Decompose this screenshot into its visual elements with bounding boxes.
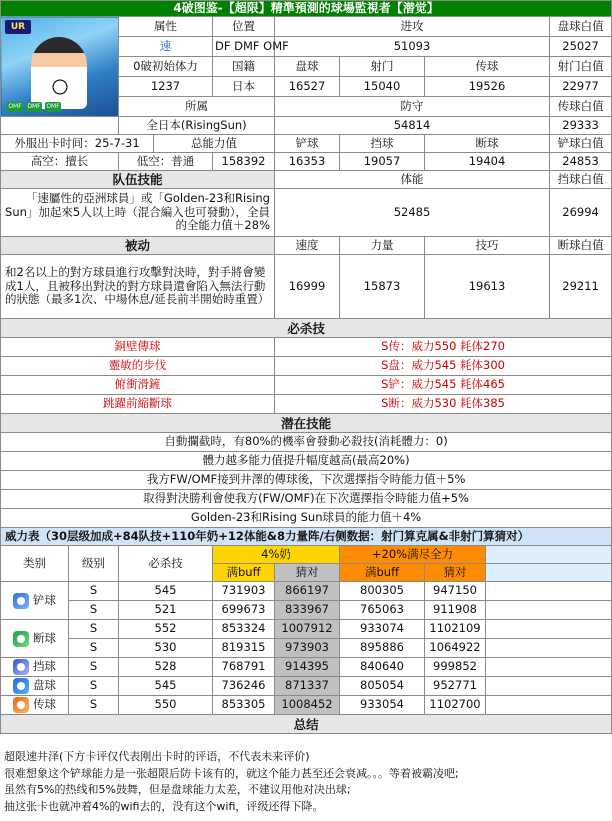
attr-value: 速 [119,37,213,57]
special-move-name: 銅壁傳球 [1,338,275,357]
pass-label: 传球 [425,57,550,77]
empty-cell [486,639,612,658]
total-label: 总能力值 [154,135,275,153]
group-header-milk: 4%奶 [213,546,340,564]
category-label: 铲球 [33,592,56,607]
value-cell: 871337 [275,677,340,696]
empty-cell [486,620,612,639]
tackle-label: 铲球 [275,135,340,153]
dribble-label: 盘球 [275,57,340,77]
empty-cell [486,696,612,715]
value-cell: 805054 [340,677,425,696]
value-cell: 736246 [213,677,275,696]
speed-label: 速度 [275,237,340,255]
category-label: 断球 [33,630,56,645]
level-header: 级别 [69,546,119,582]
full-buff-header: 满buff [213,564,275,582]
summary-line: 超限速井泽(下方卡评仅代表刚出卡时的评语，不代表未来评价) [4,750,310,763]
special-move-name: 俯衝滑鏟 [1,376,275,395]
team-value: 全日本(RisingSun) [119,117,275,135]
pos-value: DF DMF OMF [213,37,275,57]
value-cell: 819315 [213,639,275,658]
value-cell: 1102109 [425,620,486,639]
tackle-value: 16353 [275,153,340,171]
block-icon [13,659,29,675]
defense-label: 防守 [275,97,550,117]
position-badge: OMF [46,103,60,110]
dribble-white-value: 25027 [550,37,612,57]
value-cell: 866197 [275,582,340,601]
team-label: 所属 [119,97,275,117]
category-label: 传球 [33,697,56,712]
category-cell [1,658,69,677]
character-card-image [1,17,119,117]
value-cell: 933054 [340,696,425,715]
move-power-cell: 552 [119,620,213,639]
guess-header: 猜对 [425,564,486,582]
value-cell: 895886 [340,639,425,658]
release-date: 外服出卡时间：25-7-31 [1,135,154,153]
move-power-cell: 550 [119,696,213,715]
pass-icon [13,697,29,713]
latent-skill: Golden-23和Rising Sun球員的能力值＋4% [1,509,612,528]
high-air: 高空：擅长 [1,153,119,171]
stamina-value: 1237 [119,77,213,97]
value-cell: 911908 [425,601,486,620]
block-label: 挡球 [340,135,425,153]
latent-skill: 我方FW/OMF接到井澤的傳球後，下次選擇指令時能力值＋5% [1,471,612,490]
intercept-white-value: 29211 [550,255,612,319]
defense-value: 54814 [275,117,550,135]
move-header: 必杀技 [119,546,213,582]
block-white-label: 挡球白值 [550,171,612,189]
level-cell: S [69,658,119,677]
dribble-value: 16527 [275,77,340,97]
nation-value: 日本 [213,77,275,97]
tech-value: 19613 [425,255,550,319]
category-header: 类别 [1,546,69,582]
empty-cell [486,601,612,620]
value-cell: 1102700 [425,696,486,715]
intercept-icon [13,631,29,647]
stamina2-value: 52485 [275,189,550,237]
team-skill-text: 「速屬性的亞洲球員」或「Golden-23和Rising Sun」加起來5人以上時（混合編入也可發動），全員的全能力值＋28% [1,189,275,237]
value-cell: 699673 [213,601,275,620]
attack-label: 进攻 [275,17,550,37]
level-cell: S [69,677,119,696]
category-cell [1,620,69,658]
value-cell: 973903 [275,639,340,658]
value-cell: 1064922 [425,639,486,658]
move-power-cell: 545 [119,677,213,696]
attr-label: 属性 [119,17,213,37]
value-cell: 731903 [213,582,275,601]
tackle-white-label: 铲球白值 [550,135,612,153]
value-cell: 840640 [340,658,425,677]
tackle-icon [13,593,29,609]
ball-icon [49,76,71,98]
shoot-white-label: 射门白值 [550,57,612,77]
tech-label: 技巧 [425,237,550,255]
speed-value: 16999 [275,255,340,319]
full-buff-header: 满buff [340,564,425,582]
level-cell: S [69,601,119,620]
special-move-name: 跳躍前縮斷球 [1,395,275,414]
rarity-badge: UR [5,20,31,34]
nation-label: 国籍 [213,57,275,77]
special-move-name: 靈敏的步伐 [1,357,275,376]
team-skill-label: 队伍技能 [1,171,275,189]
guess-header: 猜对 [275,564,340,582]
level-cell: S [69,620,119,639]
category-label: 盘球 [33,678,56,693]
move-power-cell: 528 [119,658,213,677]
tackle-white-value: 24853 [550,153,612,171]
power-table-title: 威力表（30层级加成+84队技+110年奶+12体能&8力量阵/右侧数据：射门算克属&非射门算猜对） [1,528,612,546]
low-air: 低空：普通 [119,153,213,171]
shoot-white-value: 22977 [550,77,612,97]
summary-line: 虽然有5%的热线和5%鼓舞，但是盘球能力太差，不建议用他对决出球; [4,783,351,796]
special-move-detail: S铲：威力545 耗体465 [275,376,612,395]
value-cell: 853324 [213,620,275,639]
dribble-icon [13,678,29,694]
value-cell: 800305 [340,582,425,601]
move-power-cell: 521 [119,601,213,620]
value-cell: 853305 [213,696,275,715]
value-cell: 933074 [340,620,425,639]
pass-value: 19526 [425,77,550,97]
value-cell: 952771 [425,677,486,696]
category-cell [1,677,69,696]
intercept-value: 19404 [425,153,550,171]
block-white-value: 26994 [550,189,612,237]
special-move-detail: S传：威力550 耗体270 [275,338,612,357]
pos-label: 位置 [213,17,275,37]
special-moves-header: 必杀技 [1,319,612,338]
stamina2-label: 体能 [275,171,550,189]
latent-skill: 取得對決勝利會使我方(FW/OMF)在下次選擇指令時能力值+5% [1,490,612,509]
value-cell: 999852 [425,658,486,677]
move-power-cell: 545 [119,582,213,601]
level-cell: S [69,582,119,601]
intercept-label: 断球 [425,135,550,153]
empty-cell [486,677,612,696]
value-cell: 1007912 [275,620,340,639]
intercept-white-label: 断球白值 [550,237,612,255]
value-cell: 914395 [275,658,340,677]
level-cell: S [69,639,119,658]
position-badge: DMF [27,103,41,110]
value-cell: 765063 [340,601,425,620]
value-cell: 947150 [425,582,486,601]
level-cell: S [69,696,119,715]
total-value: 158392 [213,153,275,171]
page-title: 4破图鉴-【超限】精準預測的球場監視者【潜觉】 [1,1,612,17]
block-value: 19057 [340,153,425,171]
pass-white-label: 传球白值 [550,97,612,117]
category-cell [1,696,69,715]
power-label: 力量 [340,237,425,255]
latent-skill: 自動攔截時，有80%的機率會發動必殺技(消耗體力：0) [1,433,612,452]
player-figure [31,37,87,109]
latent-header: 潜在技能 [1,414,612,433]
group-header-fullforce: +20%满尽全力 [340,546,486,564]
category-label: 挡球 [33,659,56,674]
summary-text [0,747,611,821]
summary-header: 总结 [1,715,612,734]
card-empty-cell [1,117,119,135]
position-badge: OMF [8,103,22,110]
category-cell [1,582,69,620]
passive-text: 和2名以上的對方球員進行攻擊對決時，對手將會變成1人，且被移出對決的對方球員還會陷入無法行動的狀態（最多1次、中場休息/延長前半開始時重置） [1,255,275,319]
special-move-detail: S断：威力530 耗体385 [275,395,612,414]
special-move-detail: S盘：威力545 耗体300 [275,357,612,376]
power-value: 15873 [340,255,425,319]
summary-line: 很难想象这个铲球能力是一张超限后防卡该有的，就这个能力甚至还会衰减。。。等着被霸凌吧; [4,766,459,780]
move-power-cell: 530 [119,639,213,658]
shoot-label: 射门 [340,57,425,77]
value-cell: 833967 [275,601,340,620]
value-cell: 1008452 [275,696,340,715]
stamina-label: 0破初始体力 [119,57,213,77]
latent-skill: 體力越多能力值提升幅度越高(最高20%) [1,452,612,471]
empty-header [486,546,612,564]
shoot-value: 15040 [340,77,425,97]
empty-cell [486,658,612,677]
summary-line: 抽这张卡也就冲着4%的wifi去的，没有这个wifi，评级还得下降。 [4,799,324,813]
empty-cell [486,582,612,601]
attack-value: 51093 [275,37,550,57]
value-cell: 768791 [213,658,275,677]
empty-header [486,564,612,582]
dribble-white-label: 盘球白值 [550,17,612,37]
passive-label: 被动 [1,237,275,255]
pass-white-value: 29333 [550,117,612,135]
